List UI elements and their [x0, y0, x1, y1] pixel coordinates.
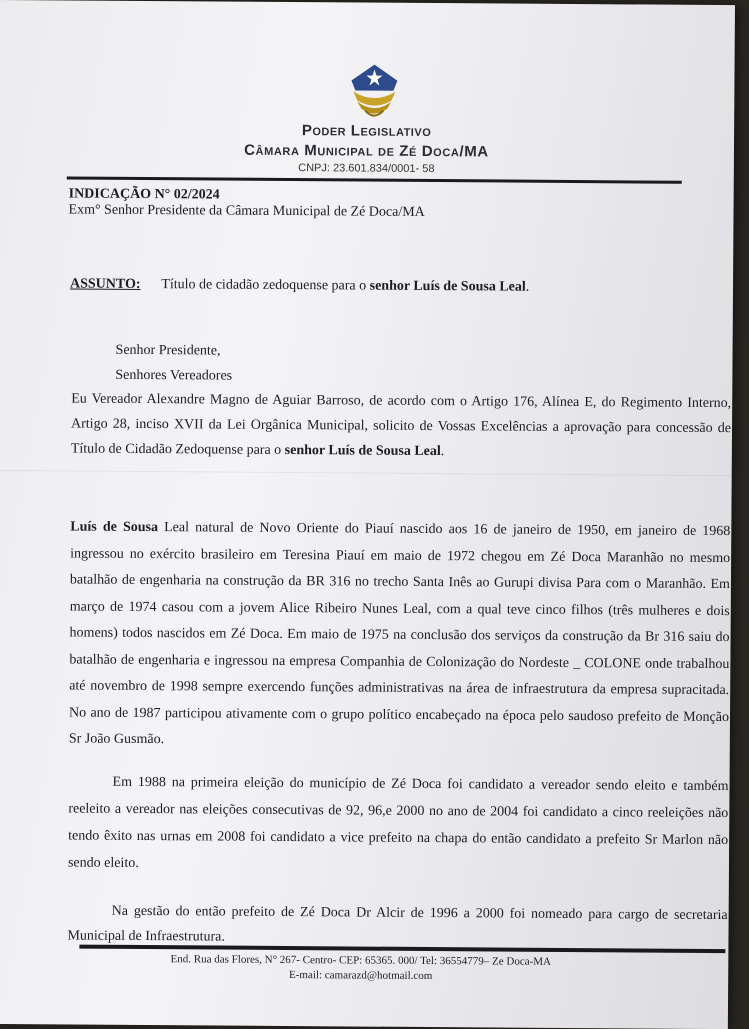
salutation-president: Senhor Presidente,	[115, 342, 221, 359]
addressee: Exm° Senhor Presidente da Câmara Municipal de Zé Doca/MA	[68, 202, 425, 220]
header-rule	[67, 176, 682, 183]
intro-text: Eu Vereador Alexandre Magno de Aguiar Barroso, de acordo com o Artigo 176, Alínea E, do Regimento Interno, Artigo 28, inciso XVII da Lei Orgânica Municipal, solicito de Vossas Excelências a aprovação para concessão de Título de Cidadão Zedoquense para o	[70, 391, 732, 458]
salutation-councilors: Senhores Vereadores	[115, 367, 233, 384]
intro-end: .	[440, 444, 445, 460]
municipal-emblem-icon	[343, 60, 405, 122]
indicacao-number: INDICAÇÃO N° 02/2024	[68, 186, 220, 203]
intro-bold: senhor Luís de Sousa Leal	[284, 442, 441, 460]
subject-end: .	[525, 279, 530, 295]
header-cnpj: CNPJ: 23.601.834/0001- 58	[298, 162, 435, 176]
subject-bold: senhor Luís de Sousa Leal	[369, 278, 526, 295]
subject-text: Título de cidadão zedoquense para o	[161, 277, 370, 294]
political-paragraph: Em 1988 na primeira eleição do município de Zé Doca foi candidato a vereador sendo eleito e também reeleito a vereador nas eleições consecutivas de 92, 96,e 2000 no ano de 2004 foi candidato a cinco reeleições não tendo êxito nas urnas em 2008 foi candidato a vice prefeito na chapa do então candidato a prefeito Sr Marlon não sendo eleito.	[67, 774, 729, 871]
footer-email: E-mail: camarazd@hotmail.com	[289, 969, 433, 983]
management-paragraph: Na gestão do então prefeito de Zé Doca Dr Alcir de 1996 a 2000 foi nomeado para cargo de secretaria Municipal de Infraestrutura.	[67, 903, 728, 945]
footer-address: End. Rua das Flores, N° 267- Centro- CEP: 65365. 000/ Tel: 36554779– Ze Doca-MA	[170, 953, 552, 968]
subject-line	[70, 276, 529, 295]
intro-paragraph	[71, 387, 732, 467]
header-subtitle: Câmara Municipal de Zé Doca/MA	[244, 141, 489, 161]
paper-fold	[0, 470, 732, 476]
header-title: Poder Legislativo	[301, 122, 432, 141]
bio-name: Luís de Sousa	[70, 519, 159, 536]
subject-label: ASSUNTO:	[69, 276, 141, 292]
bio-text: Leal natural de Novo Oriente do Piauí nascido aos 16 de janeiro de 1950, em janeiro de 1968 ingressou no exército brasileiro em Teresina Piauí em maio de 1972 chegou em Zé Doca Maranhão no mesmo batalhão de engenharia na construção da BR 316 no trecho Santa Inês ao Gurupi divisa Para com o Maranhão. Em março de 1974 casou com a jovem Alice Ribeiro Nunes Leal, com a qual teve cinco filhos (três mulheres e dois homens) todos nascidos em Zé Doca. Em maio de 1975 na conclusão dos serviços da construção da Br 316 saiu do batalhão de engenharia e ingressou na empresa Companhia de Colonização do Nordeste _ COLONE onde trabalhou até novembro de 1998 sempre exercendo funções administrativas na área de infraestrutura da empresa supracitada. No ano de 1987 participou ativamente com o grupo político encabeçado na época pelo saudoso prefeito de Monção Sr João Gusmão.	[68, 520, 731, 748]
biography-paragraph	[69, 515, 731, 758]
